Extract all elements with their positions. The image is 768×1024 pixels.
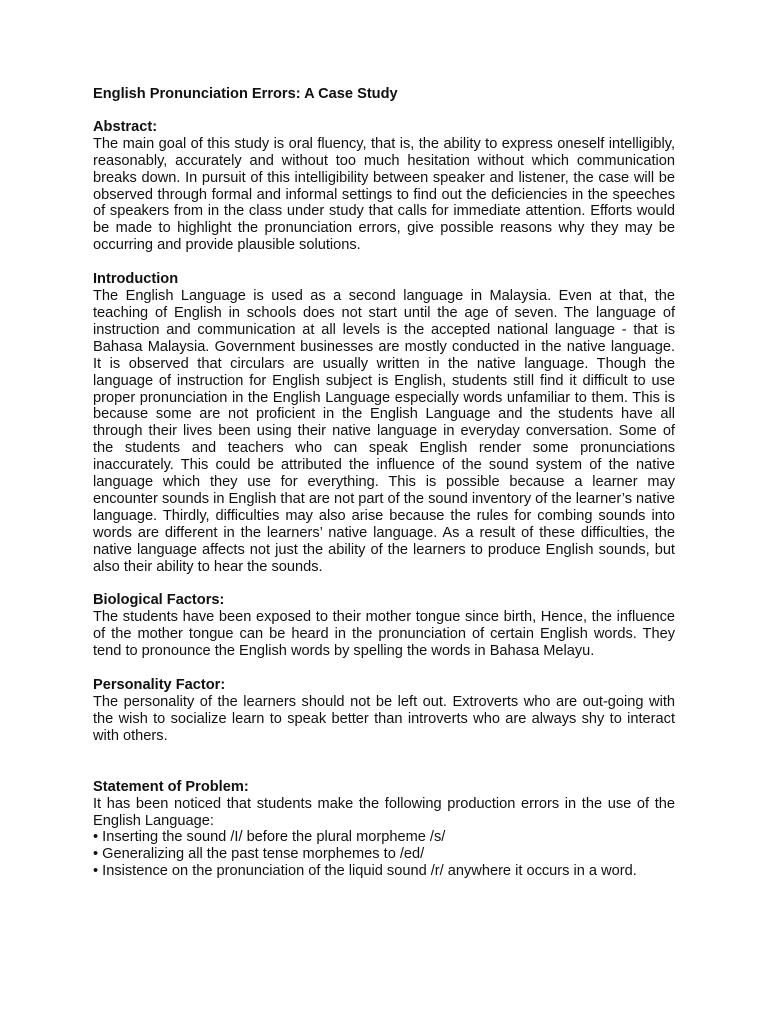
document-title: English Pronunciation Errors: A Case Study — [93, 86, 398, 102]
document-page — [93, 86, 675, 897]
list-item: • Generalizing all the past tense morphemes to /ed/ — [93, 846, 425, 863]
error-list — [93, 829, 675, 880]
abstract-heading: Abstract: — [93, 118, 158, 135]
personality-factor-heading: Personality Factor: — [93, 677, 226, 694]
statement-of-problem-paragraph: It has been noticed that students make the following production errors in the use of the English Language: — [93, 795, 675, 829]
statement-of-problem-section — [93, 779, 675, 880]
introduction-heading: Introduction — [93, 271, 179, 288]
biological-factors-paragraph: The students have been exposed to their mother tongue since birth, Hence, the influence of the mother tongue can be heard in the pronunciation of certain English words. They tend to pronounce the English words by spelling the words in Bahasa Melayu. — [93, 609, 675, 660]
list-item: • Inserting the sound /I/ before the plural morpheme /s/ — [93, 829, 446, 846]
list-item: • Insistence on the pronunciation of the liquid sound /r/ anywhere it occurs in a word. — [93, 863, 637, 880]
biological-factors-section — [93, 592, 675, 660]
biological-factors-heading: Biological Factors: — [93, 592, 225, 609]
abstract-section — [93, 119, 675, 254]
abstract-paragraph: The main goal of this study is oral fluency, that is, the ability to express oneself intelligibly, reasonably, accurately and without too much hesitation without which communication breaks down. In pursuit of this intelligibility between speaker and listener, the case will be observed through formal and informal settings to find out the deficiencies in the speeches of speakers from in the class under study that calls for immediate attention. Efforts would be made to highlight the pronunciation errors, give possible reasons why they may be occurring and provide plausible solutions. — [93, 135, 675, 254]
personality-factor-section — [93, 677, 675, 745]
statement-of-problem-heading: Statement of Problem: — [93, 778, 249, 795]
personality-factor-paragraph: The personality of the learners should not be left out. Extroverts who are out-going with the wish to socialize learn to speak better than introverts who are always shy to interact with others. — [93, 694, 675, 744]
introduction-section — [93, 271, 675, 575]
introduction-paragraph: The English Language is used as a second language in Malaysia. Even at that, the teaching of English in schools does not start until the age of seven. The language of instruction and communication at all levels is the accepted national language - that is Bahasa Malaysia. Government businesses are mostly conducted in the native language. It is observed that circulars are usually written in the native language. Though the language of instruction for English subject is English, students still find it difficult to use proper pronunciation in the English Language especially words unfamiliar to them. This is because some are not proficient in the English Language and the students have all through their lives been using their native language in everyday conversation. Some of the students and teachers who can speak English render some pronunciations inaccurately. This could be attributed the influence of the sound system of the native language which they use for everything. This is possible because a learner may encounter sounds in English that are not part of the sound inventory of the learner’s native language. Thirdly, difficulties may also arise because the rules for combing sounds into words are different in the learners’ native language. As a result of these difficulties, the native language affects not just the ability of the learners to produce English sounds, but also their ability to hear the sounds. — [93, 288, 675, 575]
